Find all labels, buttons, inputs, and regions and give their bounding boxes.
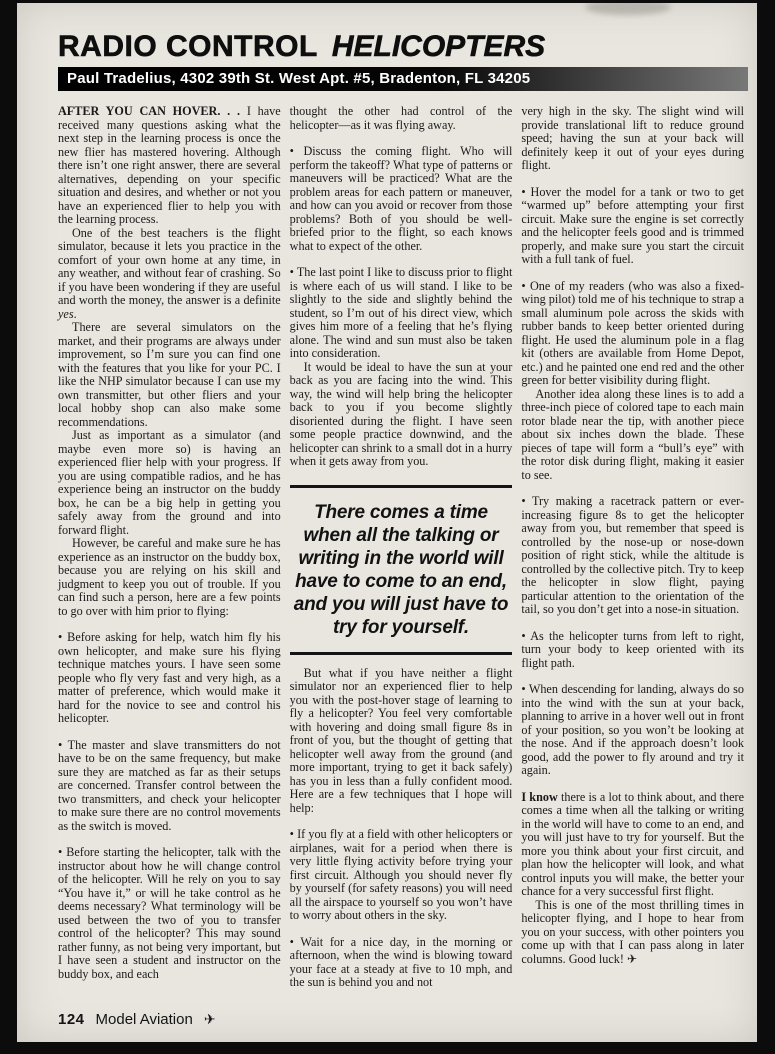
text-segment: Just as important as a simulator (and maybe even more so) is having an experienced flier help with your progress. If you are using compatible radios, and he has experience being an instructor on the buddy box, he can be a big help in getting you safely away from the ground and into forward flight.	[58, 428, 281, 537]
pull-quote-rule-top	[290, 485, 513, 488]
text-segment: However, be careful and make sure he has experience as an instructor on the buddy box, because you are relying on his skill and judgment to keep you out of trouble. If you can find such a person, here are a few points to go over with him prior to flying:	[58, 536, 281, 618]
text-segment: There are several simulators on the market, and their programs are always under improvement, so I’m sure you can find one with the features that you like for your PC. I like the NHP simulator because I can use my own transmitter, but other fliers and your local hobby shop can also make some recommendations.	[58, 320, 281, 429]
text-segment: It would be ideal to have the sun at your back as you are facing into the wind. This way, the wind will help bring the helicopter back to you if you become slightly disoriented during the flight. I have seen some people practice downwind, and the helicopter can shrink to a small dot in a hurry when it gets away from you.	[289, 359, 513, 468]
text-segment: I have received many questions asking what the next step in the learning process is once the new flier has mastered hovering. Although there isn’t one right answer, there are several alternatives, depending on your specific situation and desires, and whether or not you have an experienced flier to help you with the learning process.	[58, 104, 281, 226]
paragraph	[290, 361, 513, 469]
text-segment: But what if you have neither a flight simulator nor an experienced flier to help you with the post-hover stage of learning to fly a helicopter? You feel very comfortable with hovering and doing small figure 8s in front of you, but the thought of getting that helicopter well away from the ground (and more important, trying to get it back safely) has you in less than a fully confident mood. Here are a few techniques that I hope will help:	[289, 665, 513, 815]
title-main: RADIO CONTROL	[58, 30, 318, 63]
paragraph	[521, 280, 744, 388]
text-segment: • Before asking for help, watch him fly his own helicopter, and make sure his flying technique matches yours. I have seen some people who fly very fast and very high, as a matter of preference, which would make it hard for the novice to see and control his helicopter.	[58, 630, 281, 725]
text-segment: .	[73, 306, 77, 321]
scan-edge-bottom	[0, 1042, 775, 1054]
page-number: 124	[58, 1011, 85, 1028]
article-body	[58, 105, 744, 990]
paragraph	[521, 899, 744, 967]
column-2	[290, 105, 513, 990]
pull-quote-rule-bottom	[290, 652, 513, 655]
scan-edge-right	[757, 0, 775, 1054]
text-segment: • Hover the model for a tank or two to get “warmed up” before attempting your first circuit. Make sure the engine is set correctly and the helicopter feels good and is trimmed properly, and make sure you start the circuit with a full tank of fuel.	[521, 184, 745, 266]
text-segment: • The last point I like to discuss prior to flight is where each of us will stand. I like to be slightly to the side and slightly behind the student, so I’m out of his direct view, which gives him more of a feeling that he’s flying alone. The wind and sun must also be taken into consideration.	[289, 265, 513, 360]
paragraph	[58, 429, 281, 537]
page-title	[58, 31, 757, 63]
author-byline: Paul Tradelius, 4302 39th St. West Apt. #5, Bradenton, FL 34205	[67, 70, 531, 87]
paragraph	[290, 145, 513, 253]
text-segment: This is one of the most thrilling times in helicopter flying, and I hope to hear from you on your success, with other pointers you come up with that I can pass along in later columns. Good luck! ✈	[521, 897, 745, 966]
magazine-name: Model Aviation	[95, 1011, 193, 1028]
text-segment: yes	[58, 306, 74, 321]
title-accent: HELICOPTERS	[331, 30, 546, 63]
text-segment: • As the helicopter turns from left to right, turn your body to keep oriented with its flight path.	[521, 628, 745, 670]
text-segment: • The master and slave transmitters do not have to be on the same frequency, but make sure they are matched as far as their setups are concerned. Transfer control between the two transmitters, and check your helicopter to make sure there are no control movements as the switch is moved.	[58, 737, 281, 833]
paragraph	[290, 667, 513, 816]
paragraph	[521, 630, 744, 671]
paragraph	[290, 105, 513, 132]
paragraph	[58, 227, 281, 322]
scan-edge-top	[0, 0, 775, 3]
text-segment: • Discuss the coming flight. Who will perform the takeoff? What type of patterns or maneuvers will be practiced? What are the problem areas for each pattern or maneuver, and how can you avoid or recover from those problems? Both of you should be well-briefed prior to the flight, so each knows what to expect of the other.	[289, 144, 513, 253]
plane-icon: ✈	[203, 1011, 216, 1027]
paragraph	[521, 388, 744, 483]
text-segment: One of the best teachers is the flight simulator, because it lets you practice in the comfort of your own home at any time, in any weather, and without fear of crashing. So if you have been wondering if they are useful and worth the money, the answer is a definite	[58, 225, 281, 307]
text-segment: AFTER YOU CAN HOVER. . .	[58, 104, 247, 118]
text-segment: I know	[521, 789, 558, 804]
paragraph	[58, 846, 281, 981]
pull-quote-text: There comes a time when all the talking or writing in the world will have to come to an end, and you will just have to try for yourself.	[293, 501, 509, 638]
byline-bar	[58, 67, 748, 91]
scan-edge-left	[0, 0, 17, 1054]
paragraph	[521, 683, 744, 778]
article-header	[58, 31, 757, 91]
paragraph	[521, 791, 744, 899]
paragraph	[58, 631, 281, 726]
text-segment: Another idea along these lines is to add a three-inch piece of colored tape to each main rotor blade near the tip, with another piece about six inches down the blade. These pieces of tape will form a “bull’s eye” with the rotor disk during flight, making it easier to see.	[521, 386, 745, 482]
text-segment: • One of my readers (who was also a fixed-wing pilot) told me of his technique to strap a small aluminum pole across the skids with rubber bands to keep better oriented during flight. He used the aluminum pole in a flag kit (others are available from Home Depot, etc.) and he painted one end red and the other green for better visibility during flight.	[521, 278, 745, 387]
text-segment: • If you fly at a field with other helicopters or airplanes, wait for a period when there is very little flying activity before trying your first circuit. Although you should never fly by yourself (for safety reasons) you will need all the airspace to yourself so you won’t have to worry about others in the sky.	[289, 827, 513, 922]
paragraph	[290, 936, 513, 990]
column-3	[521, 105, 744, 990]
paragraph	[58, 321, 281, 429]
text-segment: there is a lot to think about, and there comes a time when all the talking or writing in the world will have to come to an end, and you will just have to try for yourself. But the more you think about your first circuit, and plan how the helicopter will look, and what control inputs you will make, the better your chance for a very successful first flight.	[521, 789, 745, 898]
paragraph	[290, 828, 513, 923]
paragraph	[521, 105, 744, 173]
column-2-top	[290, 105, 513, 469]
column-2-bottom	[290, 667, 513, 990]
paragraph	[290, 266, 513, 361]
page-footer	[58, 1011, 216, 1028]
column-1	[58, 105, 281, 990]
text-segment: very high in the sky. The slight wind will provide translational lift to reduce ground speed; having the sun at your back will definitely keep it out of your eyes during flight.	[521, 104, 745, 172]
text-segment: • Before starting the helicopter, talk with the instructor about how he will change control of the helicopter. Will he rely on you to say “You have it,” or will he take control as he deems necessary? What terminology will be used between the two of you to transfer control of the helicopter? This may sound rather funny, as not being very important, but I have seen a student and instructor on the buddy box, and each	[58, 845, 281, 981]
paragraph	[58, 537, 281, 618]
paragraph	[521, 495, 744, 617]
text-segment: thought the other had control of the helicopter—as it was flying away.	[289, 104, 513, 132]
paragraph	[521, 186, 744, 267]
pull-quote	[290, 485, 513, 655]
text-segment: • Try making a racetrack pattern or ever-increasing figure 8s to get the helicopter away from you, but remember that speed is controlled by the nose-up or nose-down position of right stick, while the altitude is controlled by the collective pitch. Try to keep the helicopter in slow flight, paying particular attention to the orientation of the tail, so you don’t get into a nose-in situation.	[521, 494, 745, 616]
paragraph	[58, 105, 281, 227]
text-segment: • Wait for a nice day, in the morning or afternoon, when the wind is blowing toward your face at a steady at five to 10 mph, and the sun is behind you and not	[289, 934, 513, 989]
magazine-page	[17, 3, 757, 1042]
text-segment: • When descending for landing, always do so into the wind with the sun at your back, planning to arrive in a hover well out in front of your position, so you won’t be looking at the nose. And if the approach doesn’t look good, add the power to fly around and try it again.	[521, 682, 745, 777]
paragraph	[58, 739, 281, 834]
